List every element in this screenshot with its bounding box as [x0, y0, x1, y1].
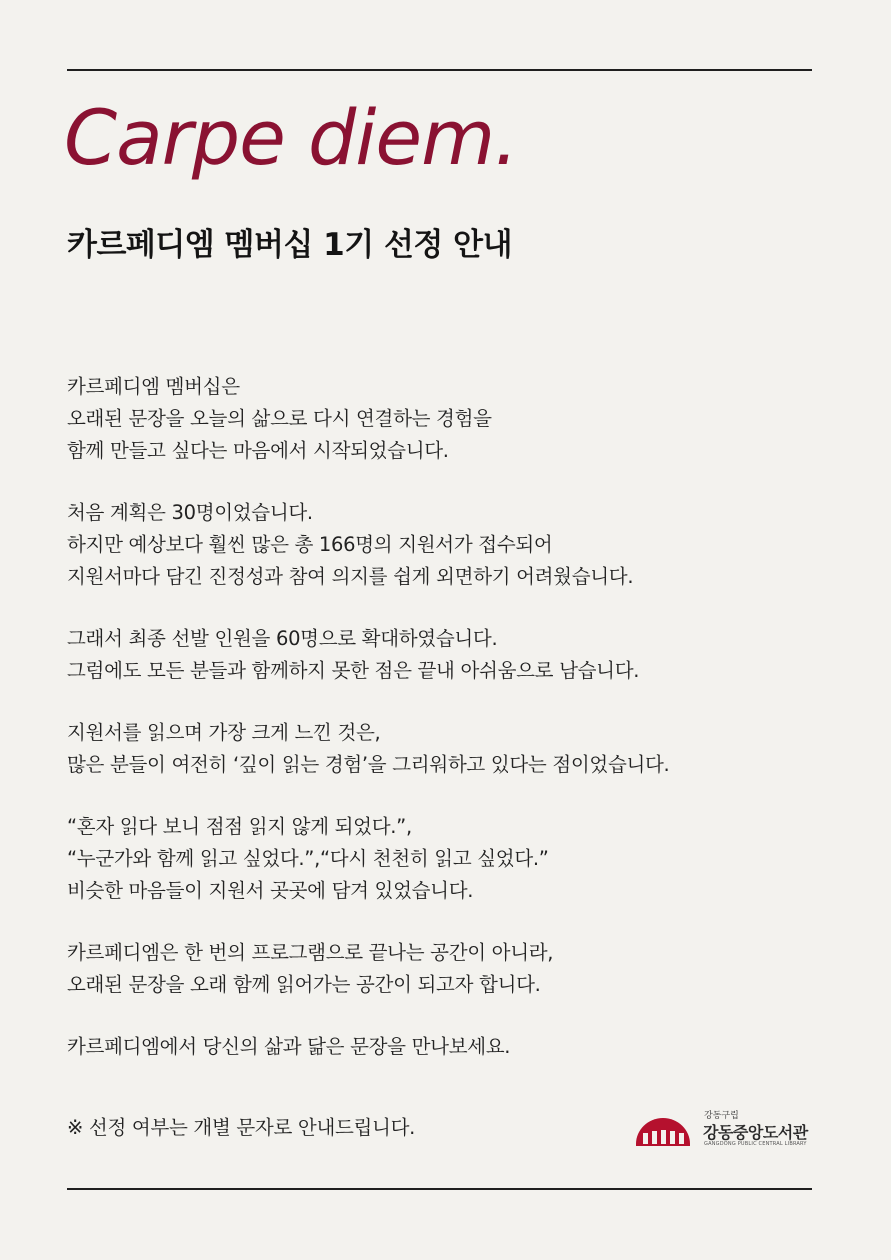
top-divider	[67, 69, 812, 71]
text-line: 그래서 최종 선발 인원을 60명으로 확대하였습니다.	[67, 627, 498, 650]
text-line: 카르페디엠은 한 번의 프로그램으로 끝나는 공간이 아니라,	[67, 941, 554, 964]
text-line: 카르페디엠 멤버십은	[67, 375, 240, 398]
paragraph	[67, 811, 812, 907]
brand-title: Carpe diem.	[64, 93, 518, 182]
text-line: 그럼에도 모든 분들과 함께하지 못한 점은 끝내 아쉬움으로 남습니다.	[67, 659, 640, 682]
library-arch-icon	[634, 1116, 692, 1146]
paragraph	[67, 623, 812, 687]
selection-notice: ※ 선정 여부는 개별 문자로 안내드립니다.	[67, 1116, 416, 1139]
announcement-body	[67, 371, 812, 1093]
logo-english-name: GANGDONG PUBLIC CENTRAL LIBRARY	[704, 1141, 807, 1147]
paragraph	[67, 497, 812, 593]
text-line: 오래된 문장을 오늘의 삶으로 다시 연결하는 경험을	[67, 407, 492, 430]
paragraph	[67, 1031, 812, 1063]
bottom-divider	[67, 1188, 812, 1190]
logo-district-text: 강동구립	[704, 1111, 739, 1121]
paragraph	[67, 371, 812, 467]
text-line: 오래된 문장을 오래 함께 읽어가는 공간이 되고자 합니다.	[67, 973, 541, 996]
library-logo	[634, 1108, 814, 1152]
text-line: 하지만 예상보다 훨씬 많은 총 166명의 지원서가 접수되어	[67, 533, 553, 556]
text-line: 비슷한 마음들이 지원서 곳곳에 담겨 있었습니다.	[67, 879, 474, 902]
text-line: “누군가와 함께 읽고 싶었다.”,“다시 천천히 읽고 싶었다.”	[67, 847, 549, 870]
paragraph	[67, 717, 812, 781]
paragraph	[67, 937, 812, 1001]
text-line: 함께 만들고 싶다는 마음에서 시작되었습니다.	[67, 439, 449, 462]
text-line: 많은 분들이 여전히 ‘깊이 읽는 경험’을 그리워하고 있다는 점이었습니다.	[67, 753, 670, 776]
text-line: 지원서마다 담긴 진정성과 참여 의지를 쉽게 외면하기 어려웠습니다.	[67, 565, 634, 588]
page-title: 카르페디엠 멤버십 1기 선정 안내	[67, 227, 513, 263]
text-line: 카르페디엠에서 당신의 삶과 닮은 문장을 만나보세요.	[67, 1035, 511, 1058]
text-line: “혼자 읽다 보니 점점 읽지 않게 되었다.”,	[67, 815, 412, 838]
text-line: 지원서를 읽으며 가장 크게 느낀 것은,	[67, 721, 381, 744]
logo-library-name: 강동중앙도서관	[703, 1123, 808, 1142]
text-line: 처음 계획은 30명이었습니다.	[67, 501, 313, 524]
